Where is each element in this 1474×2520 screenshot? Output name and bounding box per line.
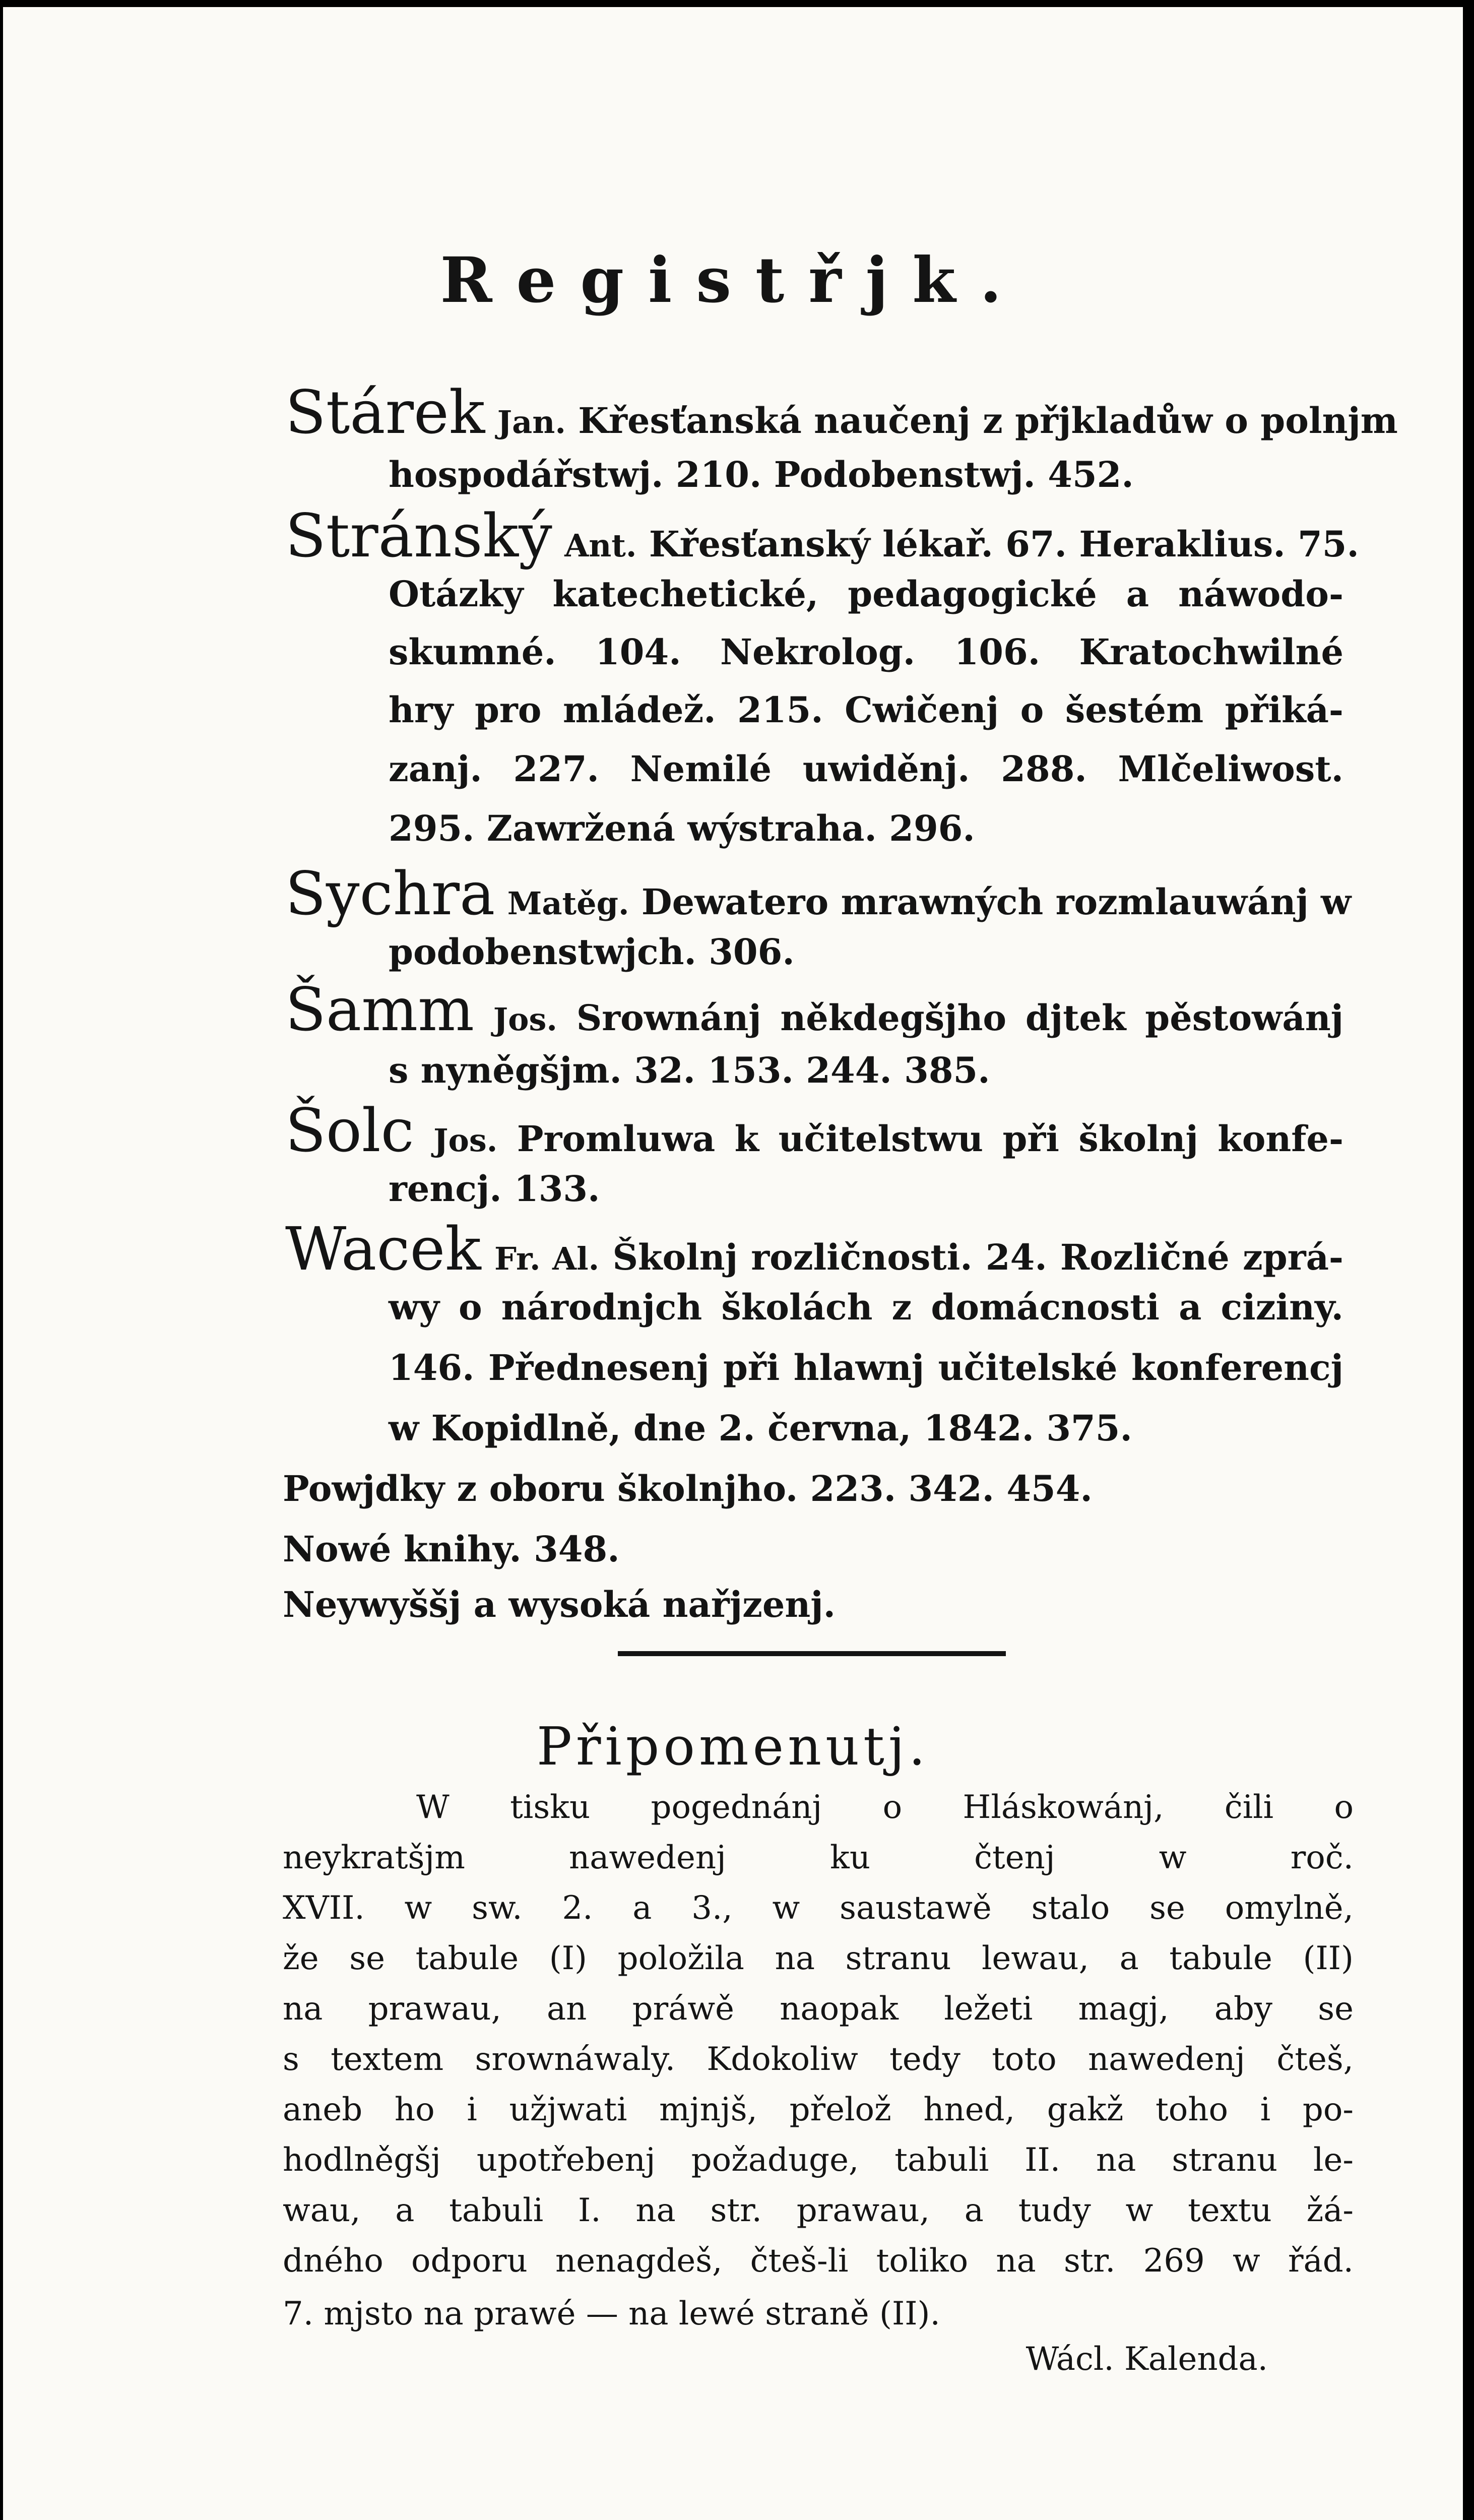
entry-text: podobenstwjch. 306. (389, 931, 795, 973)
author-name: Stárek (285, 377, 485, 447)
entry-text: wy o národnjch školách z domácnosti a ciziny. (389, 1286, 1343, 1328)
author-first-name: Ant. (564, 527, 637, 564)
author-first-name: Jan. (497, 404, 566, 440)
entry-text: Srownánj někdegšjho djtek pěstowánj (576, 997, 1343, 1039)
signature: Wácl. Kalenda. (1026, 2341, 1268, 2378)
entry-text: 146. Přednesenj při hlawnj učitelské konferencj (389, 1347, 1343, 1389)
entry-text: hospodářstwj. 210. Podobenstwj. 452. (389, 454, 1134, 495)
register-entry-samm (285, 975, 1343, 1044)
author-name: Wacek (285, 1214, 481, 1284)
register-entry-sychra (285, 859, 1352, 928)
misc-entry: Powjdky z oboru školnjho. 223. 342. 454. (283, 1468, 1093, 1509)
notice-line: na prawau, an práwě naopak ležeti magj, aby se (283, 1990, 1354, 2028)
entry-text: Křesťanský lékař. 67. Heraklius. 75. (649, 523, 1359, 565)
entry-text: hry pro mládež. 215. Cwičenj o šestém přiká- (389, 689, 1343, 731)
notice-line: s textem srownáwaly. Kdokoliw tedy toto nawedenj čteš, (283, 2041, 1354, 2078)
notice-line: dného odporu nenagdeš, čteš-li toliko na str. 269 w řád. (283, 2242, 1354, 2280)
entry-text: skumné. 104. Nekrolog. 106. Kratochwilné (389, 631, 1343, 673)
notice-line: W tisku pogednánj o Hláskowánj, čili o (416, 1789, 1354, 1826)
register-entry-wacek (285, 1214, 1343, 1284)
entry-text: Otázky katechetické, pedagogické a náwodo- (389, 573, 1343, 615)
notice-line: že se tabule (I) položila na stranu lewau, a tabule (II) (283, 1940, 1354, 1977)
author-first-name: Jos. (493, 1001, 557, 1038)
entry-text: rencj. 133. (389, 1168, 600, 1210)
notice-line: XVII. w sw. 2. a 3., w saustawě stalo se omylně, (283, 1889, 1354, 1927)
misc-entry: Nowé knihy. 348. (283, 1528, 620, 1570)
entry-text: 295. Zawržená wýstraha. 296. (389, 807, 975, 849)
notice-line: 7. mjsto na prawé — na lewé straně (II). (283, 2295, 940, 2333)
entry-text: zanj. 227. Nemilé uwiděnj. 288. Mlčeliwost. (389, 748, 1343, 790)
document-page (3, 7, 1463, 2520)
register-entry-stransky (285, 501, 1359, 571)
misc-entry: Neywyššj a wysoká nařjzenj. (283, 1584, 836, 1625)
author-name: Šolc (285, 1096, 414, 1165)
author-first-name: Jos. (433, 1122, 498, 1159)
register-title: Registřjk. (440, 244, 1026, 317)
author-name: Šamm (285, 975, 474, 1044)
author-first-name: Matěg. (507, 885, 629, 922)
entry-text: w Kopidlně, dne 2. června, 1842. 375. (389, 1407, 1132, 1449)
entry-text: Křesťanská naučenj z přjkladůw o polnjm (578, 400, 1398, 442)
notice-line: aneb ho i užjwati mjnjš, přelož hned, gakž toho i po- (283, 2091, 1354, 2128)
entry-text: s nyněgšjm. 32. 153. 244. 385. (389, 1049, 990, 1091)
entry-text: Školnj rozličnosti. 24. Rozličné zprá- (612, 1236, 1343, 1278)
register-entry-solc (285, 1096, 1343, 1165)
author-name: Stránský (285, 501, 552, 571)
notice-line: wau, a tabuli I. na str. prawau, a tudy w textu žá- (283, 2192, 1354, 2229)
entry-text: Dewatero mrawných rozmlauwánj w (641, 881, 1352, 923)
entry-text: Promluwa k učitelstwu při školnj konfe- (517, 1118, 1343, 1160)
notice-line: neykratšjm nawedenj ku čtenj w roč. (283, 1839, 1354, 1876)
divider-rule (618, 1651, 1006, 1656)
register-entry-starek (285, 377, 1398, 447)
author-name: Sychra (285, 859, 495, 928)
notice-line: hodlněgšj upotřebenj požaduge, tabuli II. na stranu le- (283, 2141, 1354, 2179)
notice-title: Připomenutj. (536, 1716, 930, 1777)
author-first-name: Fr. Al. (494, 1240, 600, 1277)
